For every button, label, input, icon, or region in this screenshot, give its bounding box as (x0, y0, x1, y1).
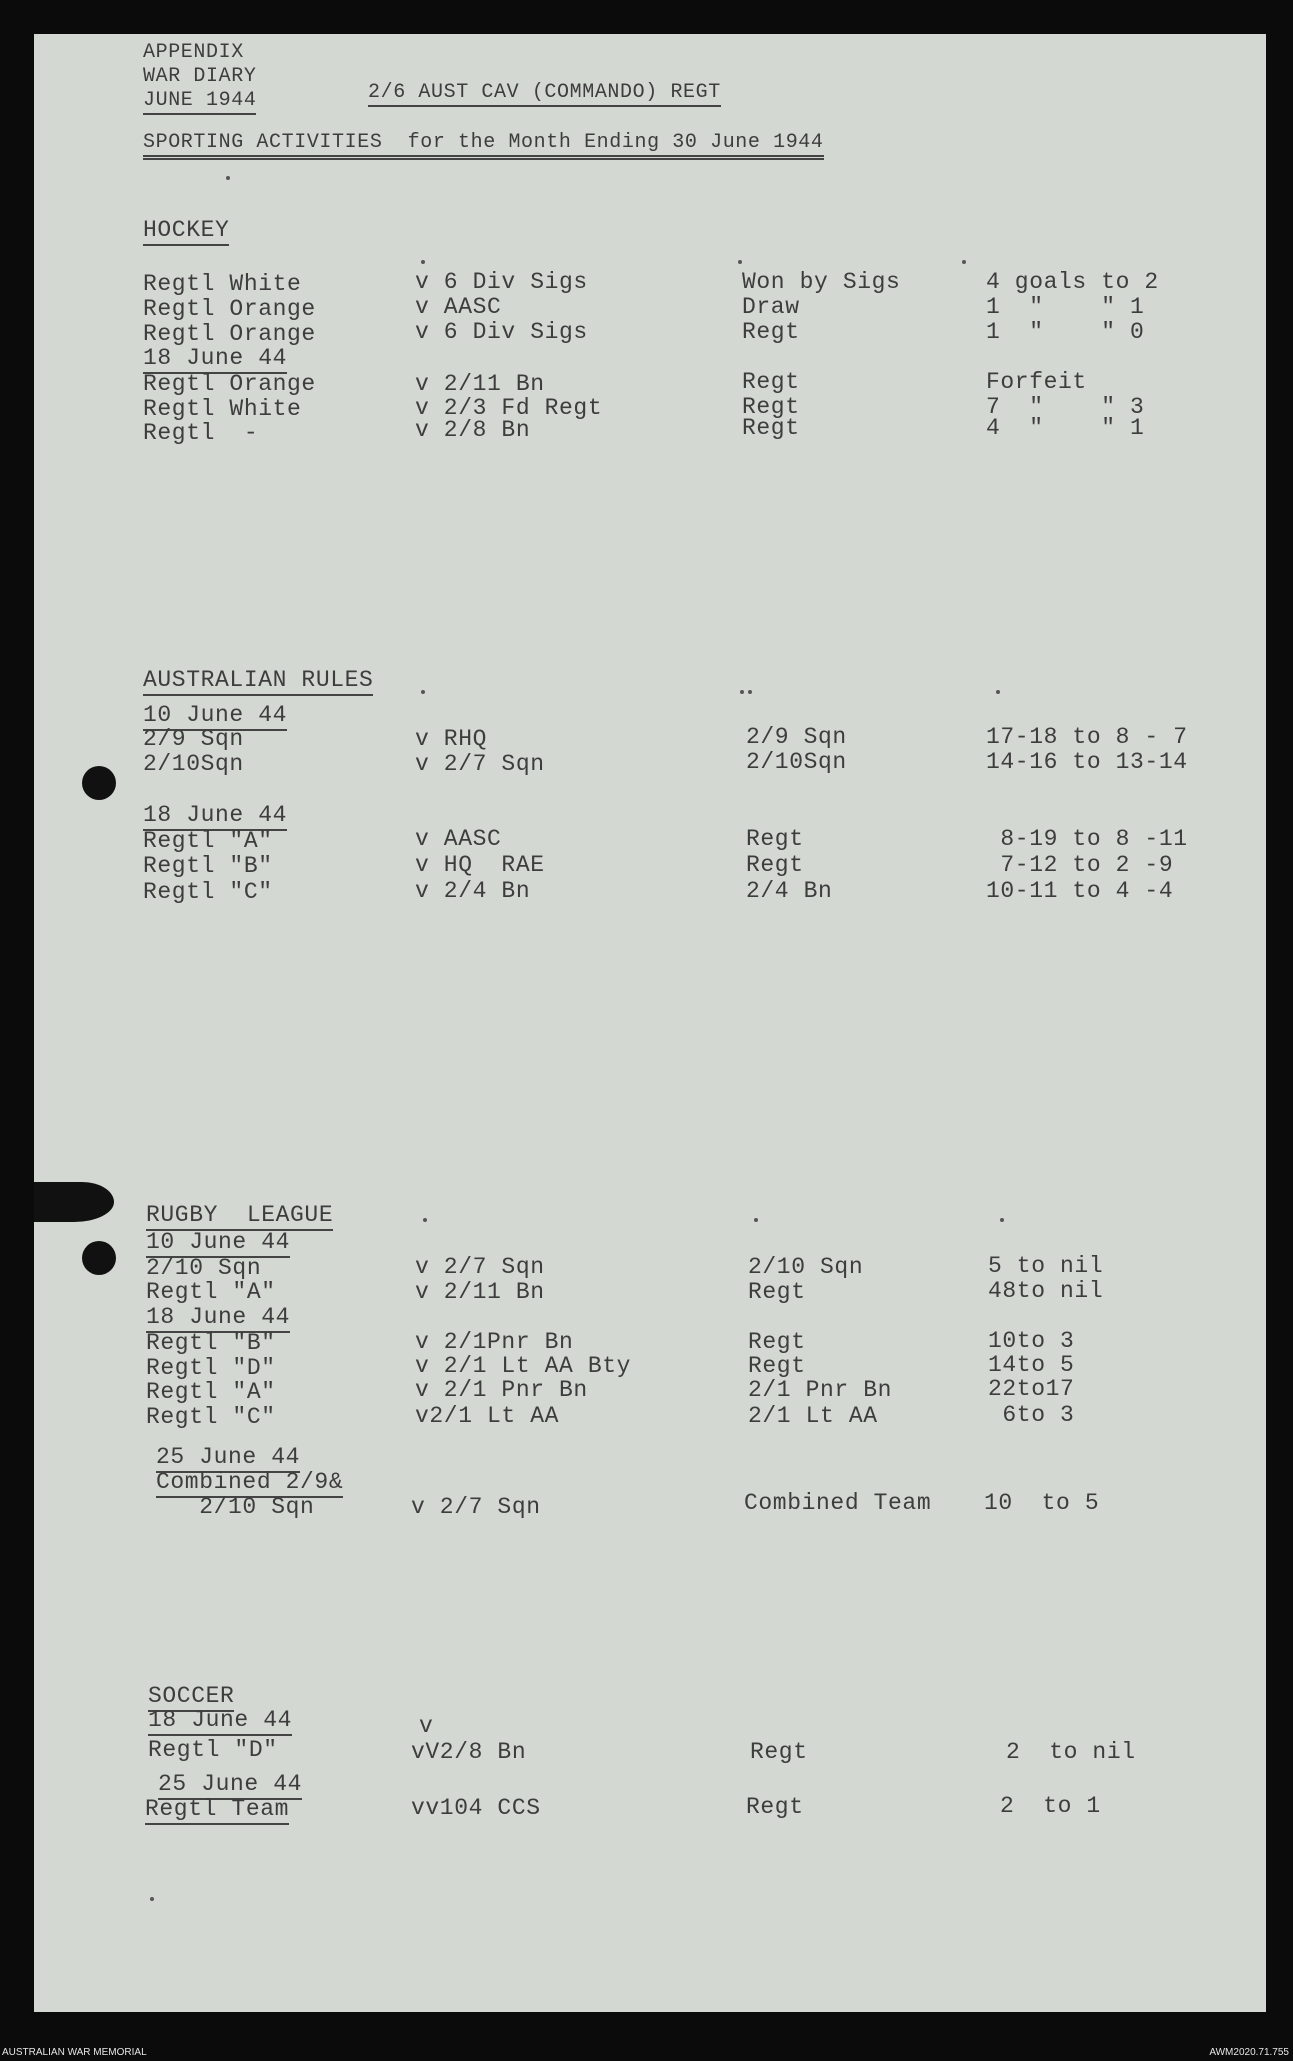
unit-title: 2/6 AUST CAV (COMMANDO) REGT (368, 82, 721, 107)
result-cell: Combined Team (744, 1490, 932, 1516)
team-cell: Regtl "D" (148, 1737, 278, 1763)
stray-mark (226, 176, 230, 180)
result-cell: Regt (750, 1739, 808, 1765)
score-cell: 48to nil (988, 1278, 1104, 1304)
appendix-label: APPENDIX (143, 41, 244, 64)
opponent-cell: v2/1 Lt AA (415, 1403, 560, 1429)
result-cell: Regt (746, 852, 804, 878)
team-cell: 2/9 Sqn (143, 726, 244, 752)
team-cell: 2/10Sqn (143, 751, 244, 777)
section-title-hockey: HOCKEY (143, 218, 229, 246)
team-cell: Regtl "A" (146, 1279, 276, 1305)
team-cell: 2/10 Sqn (146, 1255, 262, 1281)
score-cell: 7-12 to 2 -9 (986, 852, 1174, 878)
opponent-cell: v 6 Div Sigs (415, 269, 588, 295)
opponent-cell: v 2/7 Sqn (411, 1494, 541, 1520)
section-title-rugby-league: RUGBY LEAGUE (146, 1203, 333, 1231)
column-dot (996, 690, 1000, 694)
score-cell: 14-16 to 13-14 (986, 749, 1188, 775)
opponent-cell: v AASC (415, 826, 502, 852)
result-cell: Won by Sigs (742, 269, 901, 295)
team-cell: Regtl "B" (143, 853, 273, 879)
column-dot (740, 690, 744, 694)
result-cell: Regt (748, 1353, 806, 1379)
match-date: 10 June 44 (146, 1230, 290, 1258)
column-dot (1000, 1218, 1004, 1222)
opponent-cell: v 2/11 Bn (415, 371, 545, 397)
result-cell: 2/1 Lt AA (748, 1403, 878, 1429)
opponent-cell: v 2/7 Sqn (415, 751, 545, 777)
result-cell: 2/10Sqn (746, 749, 847, 775)
opponent-cell: v 2/7 Sqn (415, 1254, 545, 1280)
result-cell: 2/9 Sqn (746, 724, 847, 750)
score-cell: 10-11 to 4 -4 (986, 878, 1174, 904)
result-cell: 2/1 Pnr Bn (748, 1377, 893, 1403)
score-cell: 4 goals to 2 (986, 269, 1159, 295)
column-dot (738, 260, 742, 264)
column-dot (962, 260, 966, 264)
team-cell: Regtl Orange (143, 321, 316, 347)
score-cell: 2 to 1 (1000, 1793, 1101, 1819)
result-cell: Regt (742, 369, 800, 395)
result-cell: Regt (742, 394, 800, 420)
torn-edge (34, 1182, 114, 1222)
document-subtitle: SPORTING ACTIVITIES for the Month Ending 30 June 1944 (143, 132, 824, 160)
result-cell: Regt (746, 1794, 804, 1820)
team-cell: Regtl "B" (146, 1330, 276, 1356)
opponent-cell: v 2/3 Fd Regt (415, 395, 603, 421)
team-cell: Regtl "C" (143, 879, 273, 905)
score-cell: 1 " " 0 (986, 319, 1145, 345)
result-cell: Regt (742, 319, 800, 345)
score-cell: 17-18 to 8 - 7 (986, 724, 1188, 750)
result-cell: Regt (748, 1329, 806, 1355)
score-cell: 5 to nil (988, 1253, 1104, 1279)
team-cell: Combined 2/9& (156, 1470, 343, 1498)
score-cell: 8-19 to 8 -11 (986, 826, 1188, 852)
match-date: 18 June 44 (143, 803, 287, 831)
punch-hole-bottom (82, 1241, 116, 1275)
team-cell: Regtl "A" (146, 1379, 276, 1405)
result-cell: Regt (742, 415, 800, 441)
team-cell: Regtl White (143, 396, 302, 422)
team-cell: Regtl White (143, 271, 302, 297)
v-mark: v (419, 1713, 434, 1739)
opponent-cell: v 2/8 Bn (415, 417, 531, 443)
stray-mark (150, 1897, 154, 1901)
column-dot (421, 260, 425, 264)
opponent-cell: v 2/11 Bn (415, 1279, 545, 1305)
archive-reference: AWM2020.71.755 (1209, 2047, 1289, 2058)
team-cell: Regtl "D" (146, 1355, 276, 1381)
result-cell: 2/10 Sqn (748, 1254, 864, 1280)
opponent-cell: v 2/1 Lt AA Bty (415, 1353, 632, 1379)
team-cell: Regtl Team (145, 1797, 289, 1825)
opponent-cell: v AASC (415, 294, 502, 320)
opponent-cell: v RHQ (415, 726, 488, 752)
team-cell: Regtl Orange (143, 296, 316, 322)
team-cell: Regtl "A" (143, 828, 273, 854)
result-cell: Draw (742, 294, 800, 320)
column-dot (423, 1218, 427, 1222)
result-cell: 2/4 Bn (746, 878, 833, 904)
score-cell: 14to 5 (988, 1352, 1075, 1378)
column-dot (421, 690, 425, 694)
diary-date: JUNE 1944 (143, 90, 256, 115)
team-cell: Regtl - (143, 420, 259, 446)
match-date: 18 June 44 (143, 346, 287, 374)
result-cell: Regt (746, 826, 804, 852)
opponent-cell: v 2/1 Pnr Bn (415, 1377, 588, 1403)
match-date: 25 June 44 (158, 1772, 302, 1800)
opponent-cell: vV2/8 Bn (411, 1739, 527, 1765)
score-cell: 1 " " 1 (986, 294, 1145, 320)
score-cell: 7 " " 3 (986, 394, 1145, 420)
section-title-australian-rules: AUSTRALIAN RULES (143, 668, 373, 696)
score-cell: 6to 3 (988, 1402, 1075, 1428)
score-cell: 4 " " 1 (986, 415, 1145, 441)
war-diary-label: WAR DIARY (143, 65, 257, 88)
archive-credit: AUSTRALIAN WAR MEMORIAL (2, 2047, 147, 2058)
match-date: 10 June 44 (143, 703, 287, 731)
opponent-cell: v 2/1Pnr Bn (415, 1329, 574, 1355)
opponent-cell: vv104 CCS (411, 1795, 541, 1821)
match-date: 25 June 44 (156, 1445, 300, 1473)
score-cell: Forfeit (986, 369, 1087, 395)
opponent-cell: v 6 Div Sigs (415, 319, 588, 345)
section-title-soccer: SOCCER (148, 1684, 234, 1712)
column-dot (754, 1218, 758, 1222)
opponent-cell: v 2/4 Bn (415, 878, 531, 904)
score-cell: 10to 3 (988, 1328, 1075, 1354)
team-cell: Regtl Orange (143, 371, 316, 397)
team-cell-continued: 2/10 Sqn (156, 1494, 315, 1520)
score-cell: 10 to 5 (984, 1490, 1100, 1516)
punch-hole-top (82, 766, 116, 800)
result-cell: Regt (748, 1279, 806, 1305)
score-cell: 22to17 (988, 1376, 1075, 1402)
team-cell: Regtl "C" (146, 1404, 276, 1430)
match-date: 18 June 44 (146, 1305, 290, 1333)
column-dot (748, 690, 752, 694)
match-date: 18 June 44 (148, 1708, 292, 1736)
score-cell: 2 to nil (1006, 1739, 1136, 1765)
opponent-cell: v HQ RAE (415, 852, 545, 878)
